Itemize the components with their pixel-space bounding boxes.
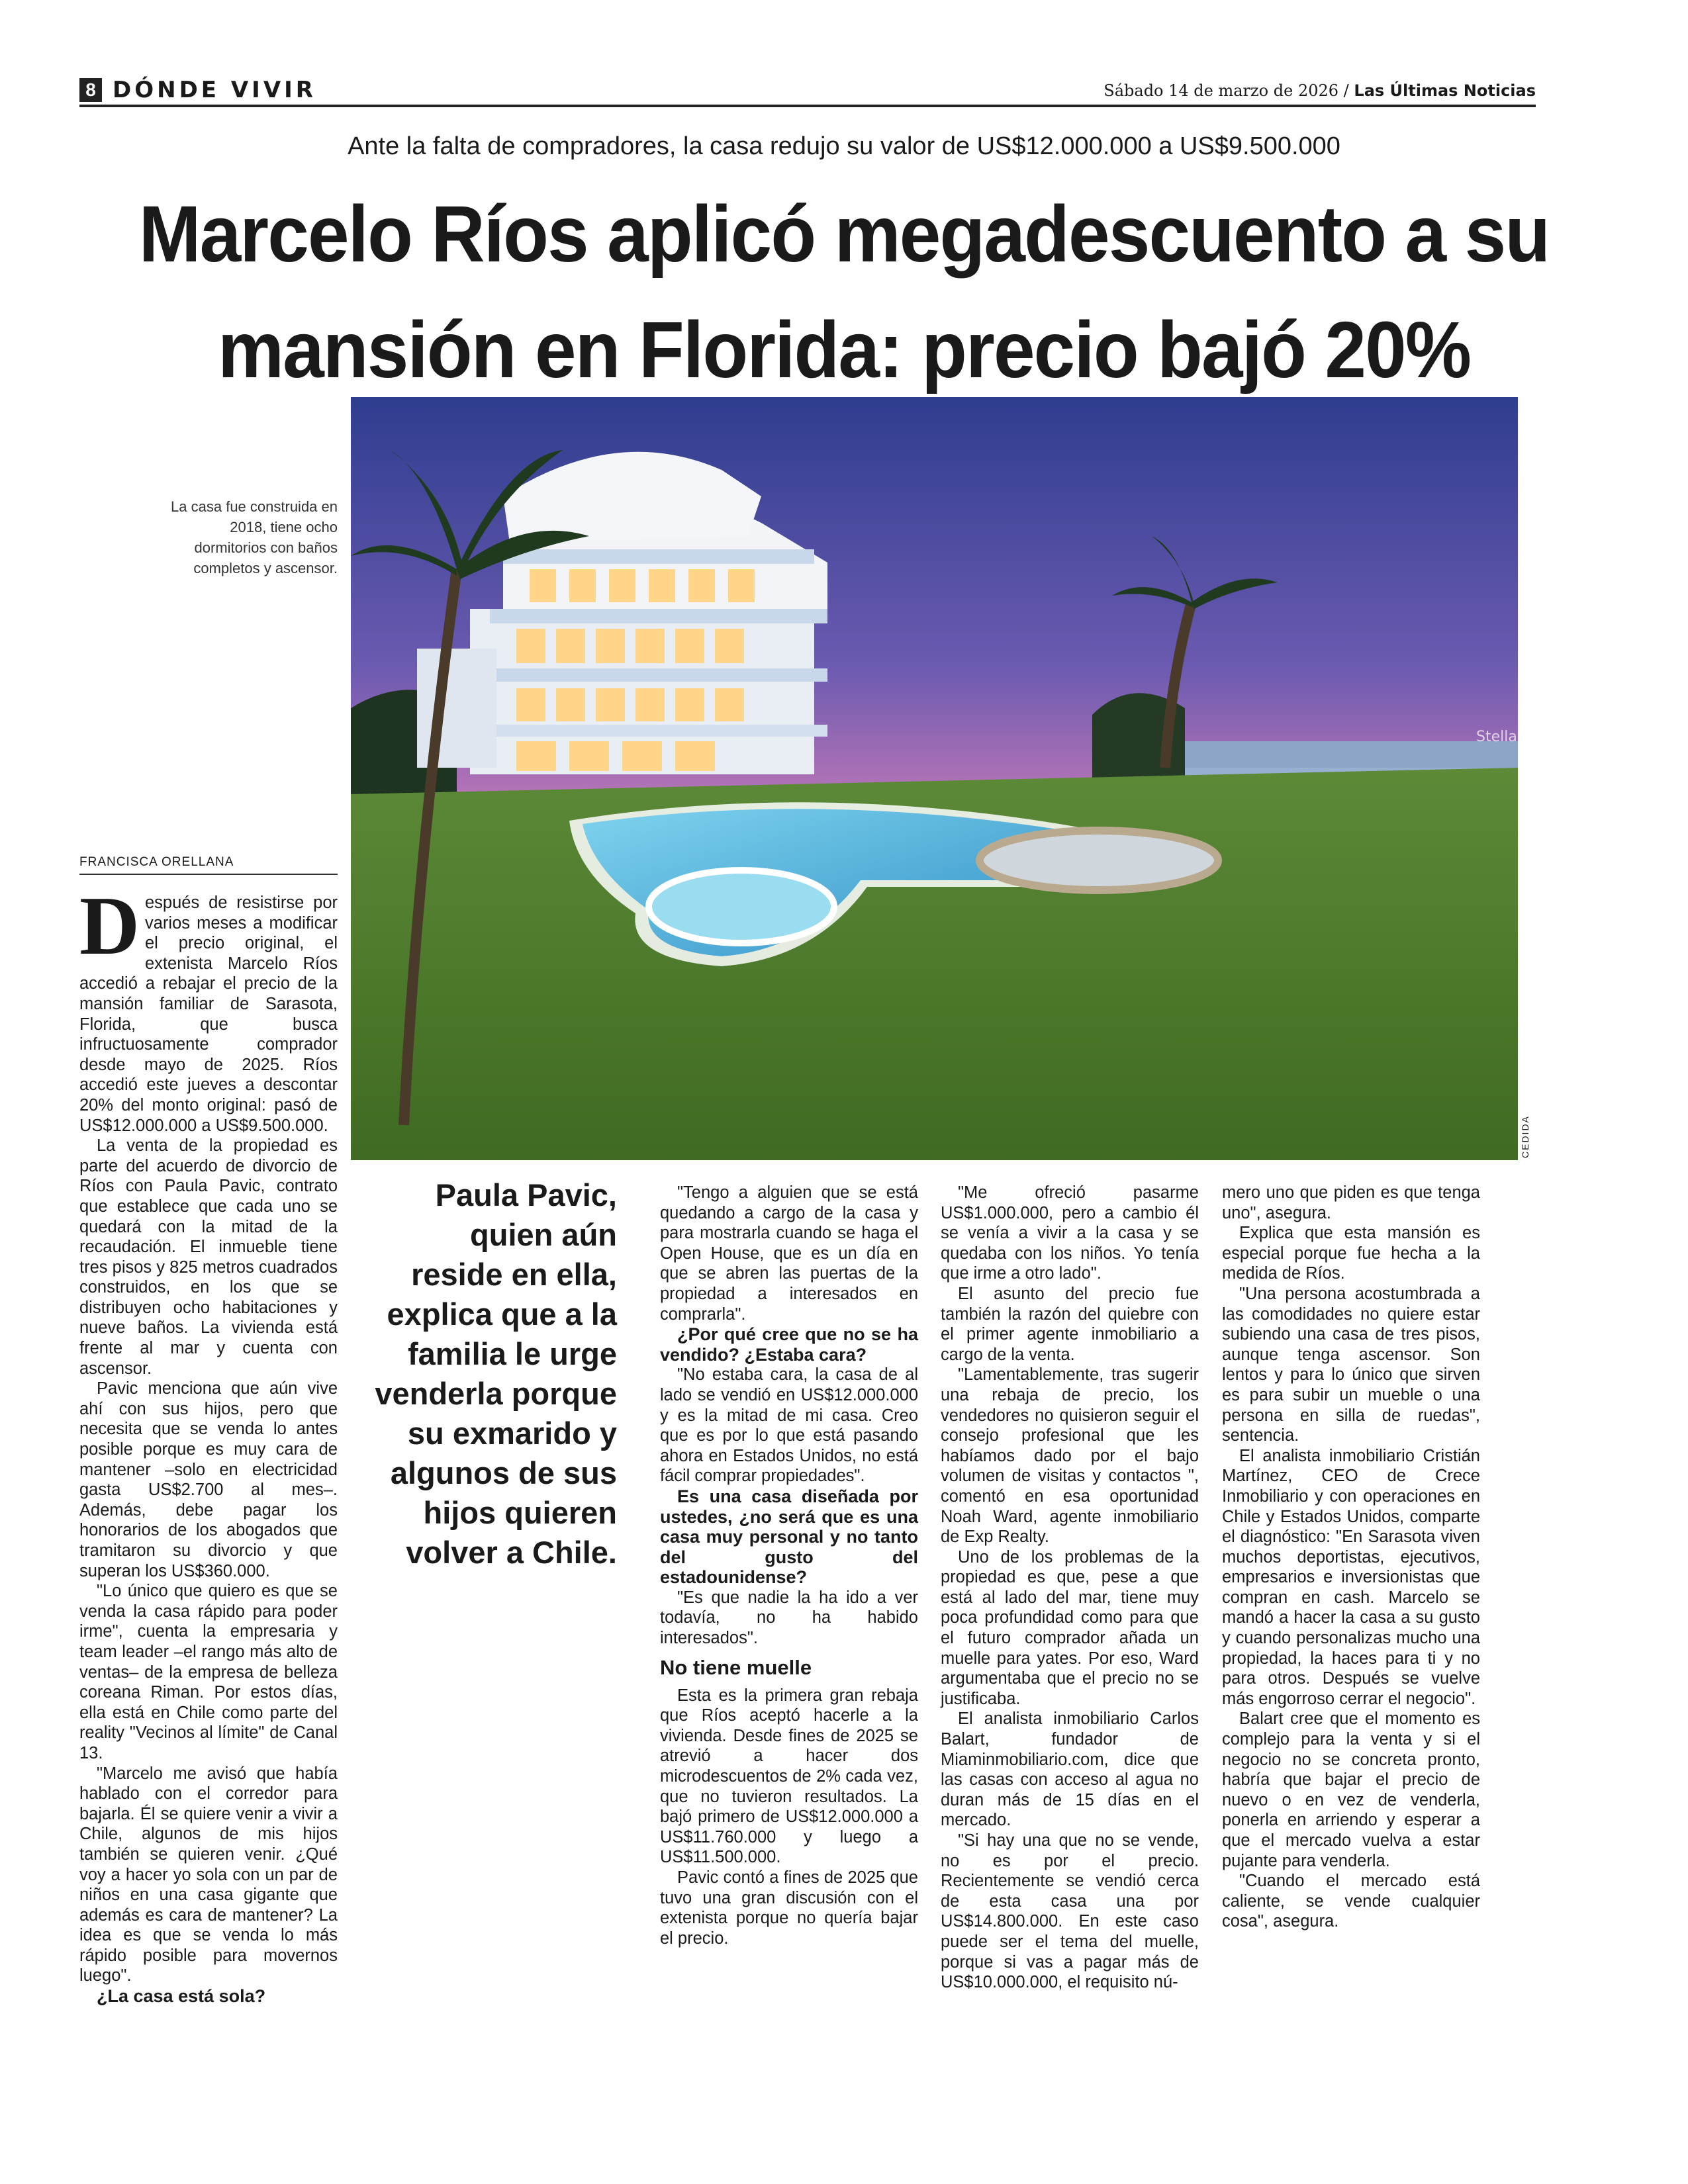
paragraph: mero uno que piden es que tenga uno", asegura. xyxy=(1222,1183,1480,1222)
article-headline: Marcelo Ríos aplicó megadescuento a su mansión en Florida: precio bajó 20% xyxy=(138,189,1550,394)
pull-quote: Paula Pavic, quien aún reside en ella, explica que a la familia le urge venderla porque su exmarido y algunos de sus hijos quieren volver a Chile. xyxy=(375,1177,617,1570)
paragraph: Pavic contó a fines de 2025 que tuvo una gran discusión con el extenista porque no quería bajar el precio. xyxy=(660,1868,918,1948)
article-column-1 xyxy=(79,880,338,2007)
paragraph: Explica que esta mansión es especial porque fue hecha a la medida de Ríos. xyxy=(1222,1224,1480,1283)
page-header xyxy=(79,75,1536,106)
paragraph: "No estaba cara, la casa de al lado se vendió en US$12.000.000 y es la mitad de mi casa. Creo que es por lo que está pasando ahora en Estados Unidos, no está fácil comprar propiedades". xyxy=(660,1365,918,1486)
article-column-3 xyxy=(941,1183,1199,1993)
paragraph: "Cuando el mercado está caliente, se vende cualquier cosa", asegura. xyxy=(1222,1872,1480,1931)
paragraph: Balart cree que el momento es complejo para la venta y si el negocio no se concreta pronto, habría que bajar el precio de nuevo o en vez de venderla, ponerla en arriendo y esperar a que el mercado vuelva a estar pujante para venderla. xyxy=(1222,1709,1480,1870)
paragraph: "Es que nadie la ha ido a ver todavía, no ha habido interesados". xyxy=(660,1588,918,1648)
mansion-photo xyxy=(351,397,1523,1160)
article-photo xyxy=(351,397,1523,1160)
paragraph: Uno de los problemas de la propiedad es que, pese a que está al lado del mar, tiene muy poca profundidad como para que el futuro comprador añada un muelle para yates. Por eso, Ward argumentaba que el precio no se justificaba. xyxy=(941,1547,1199,1708)
publication-name: Las Últimas Noticias xyxy=(1354,81,1536,100)
paragraph: "Marcelo me avisó que había hablado con el corredor para bajarla. Él se quiere venir a vivir a Chile, algunos de mis hijos también se quieren venir. ¿Qué voy a hacer yo sola con un par de niños en una casa gigante que además es cara de mantener? La idea es que se venda lo más rápido posible para movernos luego". xyxy=(79,1764,338,1985)
page-number: 8 xyxy=(79,78,102,102)
subheading: No tiene muelle xyxy=(660,1655,812,1679)
interview-question: ¿La casa está sola? xyxy=(97,1986,266,2007)
photo-credit: CEDIDA xyxy=(1520,1115,1530,1158)
paragraph: "Lamentablemente, tras sugerir una rebaja de precio, los vendedores no quisieron seguir el consejo profesional que les habíamos dado por el bajo volumen de visitas y contactos ", comentó en esa oportunidad Noah Ward, agente inmobiliario de Exp Realty. xyxy=(941,1365,1199,1547)
header-rule xyxy=(79,105,1536,107)
interview-question: ¿Por qué cree que no se ha vendido? ¿Estaba cara? xyxy=(660,1324,918,1365)
section-title: DÓNDE VIVIR xyxy=(113,77,316,103)
paragraph: Pavic menciona que aún vive ahí con sus hijos, pero que necesita que se venda lo antes posible porque es muy cara de mantener –solo en electricidad gasta US$2.700 al mes–. Además, debe pagar los honorarios de los abogados que tramitaron su divorcio y que superan los US$360.000. xyxy=(79,1379,338,1580)
paragraph: Después de resistirse por varios meses a modificar el precio original, el extenista Marcelo Ríos accedió a rebajar el precio de la mansión familiar de Sarasota, Florida, que busca infructuosamente comprador desde mayo de 2025. Ríos accedió este jueves a descontar 20% del monto original: pasó de US$12.000.000 a US$9.500.000. xyxy=(79,880,338,1135)
paragraph: "Una persona acostumbrada a las comodidades no quiere estar subiendo una casa de tres pisos, aunque tenga ascensor. Son lentos y para lo único que sirven es para subir un mueble o una persona en silla de ruedas", sentencia. xyxy=(1222,1284,1480,1445)
interview-question: Es una casa diseñada por ustedes, ¿no será que es una casa muy personal y no tanto del gusto del estadounidense? xyxy=(660,1486,918,1588)
photo-caption: La casa fue construida en 2018, tiene ocho dormitorios con baños completos y ascensor. xyxy=(171,498,338,576)
article-column-2 xyxy=(660,1183,918,1948)
paragraph: El analista inmobiliario Cristián Martínez, CEO de Crece Inmobiliario y con operaciones en Chile y Estados Unidos, comparte el diagnóstico: "En Sarasota viven muchos deportistas, ejecutivos, empresarios e inversionistas que compran en cash. Marcelo se mandó a hacer la casa a su gusto y cuando personalizas mucho una propiedad, la haces para ti y no para otros. Después se vuelve más engorroso cerrar el negocio". xyxy=(1222,1446,1480,1708)
dateline-separator: / xyxy=(1343,81,1349,100)
paragraph: "Si hay una que no se vende, no es por el precio. Recientemente se vendió cerca de esta casa una por US$14.800.000. En este caso puede ser el tema del muelle, porque si vas a pagar más de US$10.000.000, el requisito nú- xyxy=(941,1831,1199,1992)
paragraph: La venta de la propiedad es parte del acuerdo de divorcio de Ríos con Paula Pavic, contrato que establece que cada uno se quedará con la mitad de la recaudación. El inmueble tiene tres pisos y 825 metros cuadrados construidos, en los que se distribuyen ocho habitaciones y nueve baños. La vivienda está frente al mar y cuenta con ascensor. xyxy=(79,1136,338,1378)
issue-date: Sábado 14 de marzo de 2026 xyxy=(1103,81,1339,100)
paragraph: "Lo único que quiero es que se venda la casa rápido para poder irme", cuenta la empresaria y team leader –el rango más alto de ventas– de la empresa de belleza coreana Riman. Por estos días, ella está en Chile como parte del reality "Vecinos al límite" de Canal 13. xyxy=(79,1582,338,1762)
paragraph: "Me ofreció pasarme US$1.000.000, pero a cambio él se venía a vivir a la casa y se quedaba con los niños. Yo tenía que irme a otro lado". xyxy=(941,1183,1199,1283)
drop-cap: D xyxy=(79,880,140,972)
photo-watermark: Stellar xyxy=(1476,729,1523,745)
paragraph: El asunto del precio fue también la razón del quiebre con el primer agente inmobiliario a cargo de la venta. xyxy=(941,1284,1199,1364)
paragraph: Esta es la primera gran rebaja que Ríos aceptó hacerle a la vivienda. Desde fines de 2025 se atrevió a hacer dos microdescuentos de 2% cada vez, que no tuvieron resultados. La bajó primero de US$12.000.000 a US$11.760.000 y luego a US$11.500.000. xyxy=(660,1686,918,1867)
dateline xyxy=(1103,79,1536,102)
paragraph: "Tengo a alguien que se está quedando a cargo de la casa y para mostrarla cuando se haga el Open House, que es un día en que se abren las puertas de la propiedad a interesados en comprarla". xyxy=(660,1183,918,1324)
byline: FRANCISCA ORELLANA xyxy=(79,855,338,875)
paragraph: El analista inmobiliario Carlos Balart, fundador de Miaminmobiliario.com, dice que las casas con acceso al agua no duran más de 15 días en el mercado. xyxy=(941,1709,1199,1830)
article-column-4 xyxy=(1222,1183,1480,1932)
article-kicker: Ante la falta de compradores, la casa redujo su valor de US$12.000.000 a US$9.500.000 xyxy=(348,132,1340,160)
